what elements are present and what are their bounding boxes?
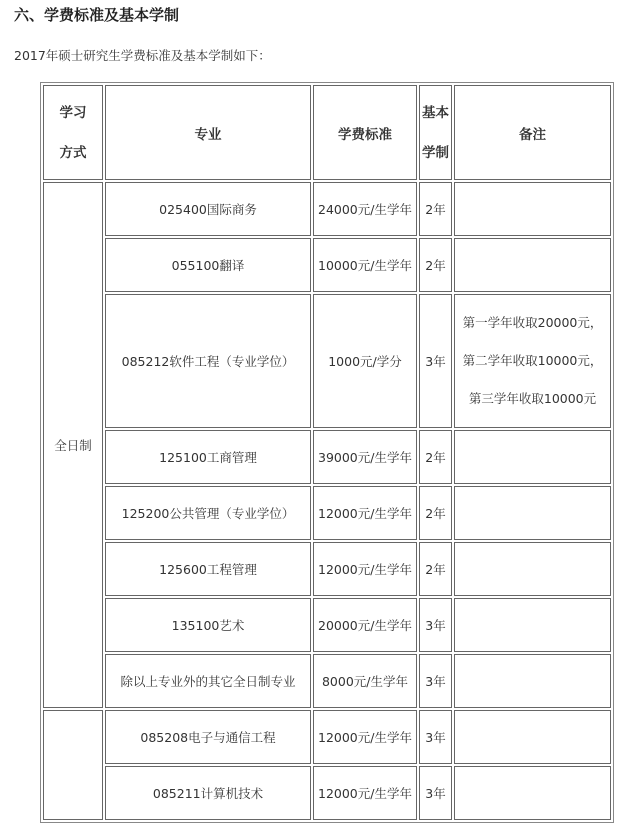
years-cell: 3年 <box>419 766 452 820</box>
major-cell: 135100艺术 <box>105 598 311 652</box>
table-row <box>43 598 611 652</box>
table-row <box>43 294 611 428</box>
years-cell: 3年 <box>419 598 452 652</box>
table-row <box>43 486 611 540</box>
table-row <box>43 766 611 820</box>
table-row <box>43 710 611 764</box>
major-cell: 125100工商管理 <box>105 430 311 484</box>
major-cell: 025400国际商务 <box>105 182 311 236</box>
years-cell: 2年 <box>419 542 452 596</box>
major-cell: 除以上专业外的其它全日制专业 <box>105 654 311 708</box>
years-cell: 2年 <box>419 182 452 236</box>
note-cell <box>454 294 611 428</box>
header-text: 学制 <box>422 144 449 161</box>
study-mode-cell: 全日制 <box>43 182 103 708</box>
years-cell: 3年 <box>419 654 452 708</box>
note-cell <box>454 710 611 764</box>
note-cell <box>454 766 611 820</box>
fee-cell: 12000元/生学年 <box>313 486 417 540</box>
table-header-row <box>43 85 611 180</box>
header-text: 方式 <box>59 144 87 161</box>
note-cell <box>454 182 611 236</box>
fee-cell: 39000元/生学年 <box>313 430 417 484</box>
note-line: 第一学年收取20000元， <box>462 315 603 330</box>
header-years <box>419 85 452 180</box>
years-cell: 2年 <box>419 238 452 292</box>
fee-cell: 24000元/生学年 <box>313 182 417 236</box>
years-cell: 3年 <box>419 294 452 428</box>
table-row <box>43 542 611 596</box>
fee-cell: 12000元/生学年 <box>313 542 417 596</box>
note-cell <box>454 238 611 292</box>
table-row <box>43 238 611 292</box>
header-study-mode <box>43 85 103 180</box>
intro-text: 2017年硕士研究生学费标准及基本学制如下： <box>14 48 271 63</box>
major-cell: 125200公共管理（专业学位） <box>105 486 311 540</box>
header-note: 备注 <box>454 85 611 180</box>
tuition-table <box>40 82 614 823</box>
header-fee: 学费标准 <box>313 85 417 180</box>
major-cell: 085211计算机技术 <box>105 766 311 820</box>
major-cell: 125600工程管理 <box>105 542 311 596</box>
fee-cell: 12000元/生学年 <box>313 766 417 820</box>
header-text: 学习 <box>59 104 87 121</box>
table-row <box>43 430 611 484</box>
table-row <box>43 182 611 236</box>
major-cell: 085212软件工程（专业学位） <box>105 294 311 428</box>
major-cell: 055100翻译 <box>105 238 311 292</box>
years-cell: 2年 <box>419 486 452 540</box>
note-cell <box>454 542 611 596</box>
table-row <box>43 654 611 708</box>
fee-cell: 12000元/生学年 <box>313 710 417 764</box>
section-heading: 六、学费标准及基本学制 <box>14 6 180 24</box>
note-cell <box>454 486 611 540</box>
years-cell: 3年 <box>419 710 452 764</box>
study-mode-cell <box>43 710 103 820</box>
note-line: 第三学年收取10000元 <box>468 391 597 406</box>
note-cell <box>454 598 611 652</box>
note-cell <box>454 654 611 708</box>
years-cell: 2年 <box>419 430 452 484</box>
fee-cell: 8000元/生学年 <box>313 654 417 708</box>
header-major: 专业 <box>105 85 311 180</box>
note-line: 第二学年收取10000元， <box>462 353 603 368</box>
note-cell <box>454 430 611 484</box>
fee-cell: 1000元/学分 <box>313 294 417 428</box>
fee-cell: 10000元/生学年 <box>313 238 417 292</box>
fee-cell: 20000元/生学年 <box>313 598 417 652</box>
major-cell: 085208电子与通信工程 <box>105 710 311 764</box>
header-text: 基本 <box>422 104 449 121</box>
